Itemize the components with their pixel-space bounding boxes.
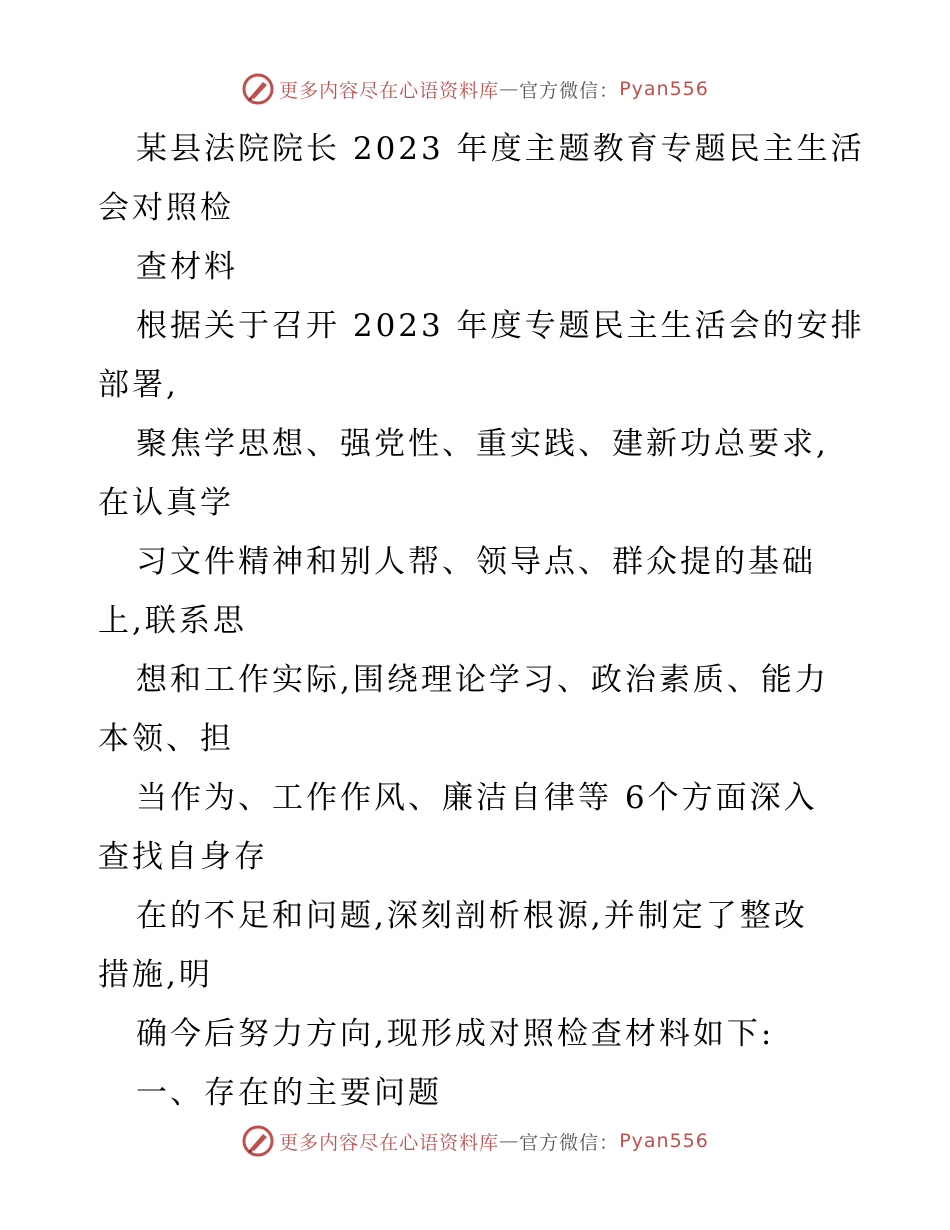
text-line: 根据关于召开 2023 年度专题民主生活会的安排	[136, 308, 865, 344]
text-line: 查材料	[136, 249, 238, 285]
text-line: 当作为、工作作风、廉洁自律等 6个方面深入	[136, 780, 818, 816]
text-line: 在认真学	[98, 485, 234, 521]
text-line: 习文件精神和别人帮、领导点、群众提的基础	[136, 544, 816, 580]
text-line: 某县法院院长 2023 年度主题教育专题民主生活	[136, 131, 865, 167]
watermark-banner-bottom	[0, 1124, 950, 1158]
watermark-sub-text: 官方微信：	[519, 79, 620, 102]
text-line: 上,联系思	[98, 603, 247, 639]
document-body	[98, 120, 868, 1123]
watermark-id: Pyan556	[619, 1130, 709, 1152]
watermark-main-text: 更多内容尽在心语资料库	[279, 79, 500, 102]
text-line: 想和工作实际,围绕理论学习、政治素质、能力	[136, 662, 829, 698]
text-line: 一、存在的主要问题	[136, 1075, 442, 1111]
text-line: 在的不足和问题,深刻剖析根源,并制定了整改	[136, 898, 808, 934]
watermark-sub-text: 官方微信：	[519, 1131, 620, 1154]
pen-logo-icon	[241, 1124, 275, 1158]
text-line: 会对照检	[98, 190, 234, 226]
text-line: 确今后努力方向,现形成对照检查材料如下:	[136, 1016, 775, 1052]
text-line: 措施,明	[98, 957, 213, 993]
text-line: 查找自身存	[98, 839, 268, 875]
pen-logo-icon	[241, 72, 275, 106]
watermark-separator: —	[499, 78, 520, 100]
watermark-id: Pyan556	[619, 78, 709, 100]
watermark-main-text: 更多内容尽在心语资料库	[279, 1131, 500, 1154]
text-line: 本领、担	[98, 721, 234, 757]
watermark-banner-top	[0, 72, 950, 106]
text-line: 部署,	[98, 367, 179, 403]
text-line: 聚焦学思想、强党性、重实践、建新功总要求,	[136, 426, 829, 462]
watermark-separator: —	[499, 1130, 520, 1152]
